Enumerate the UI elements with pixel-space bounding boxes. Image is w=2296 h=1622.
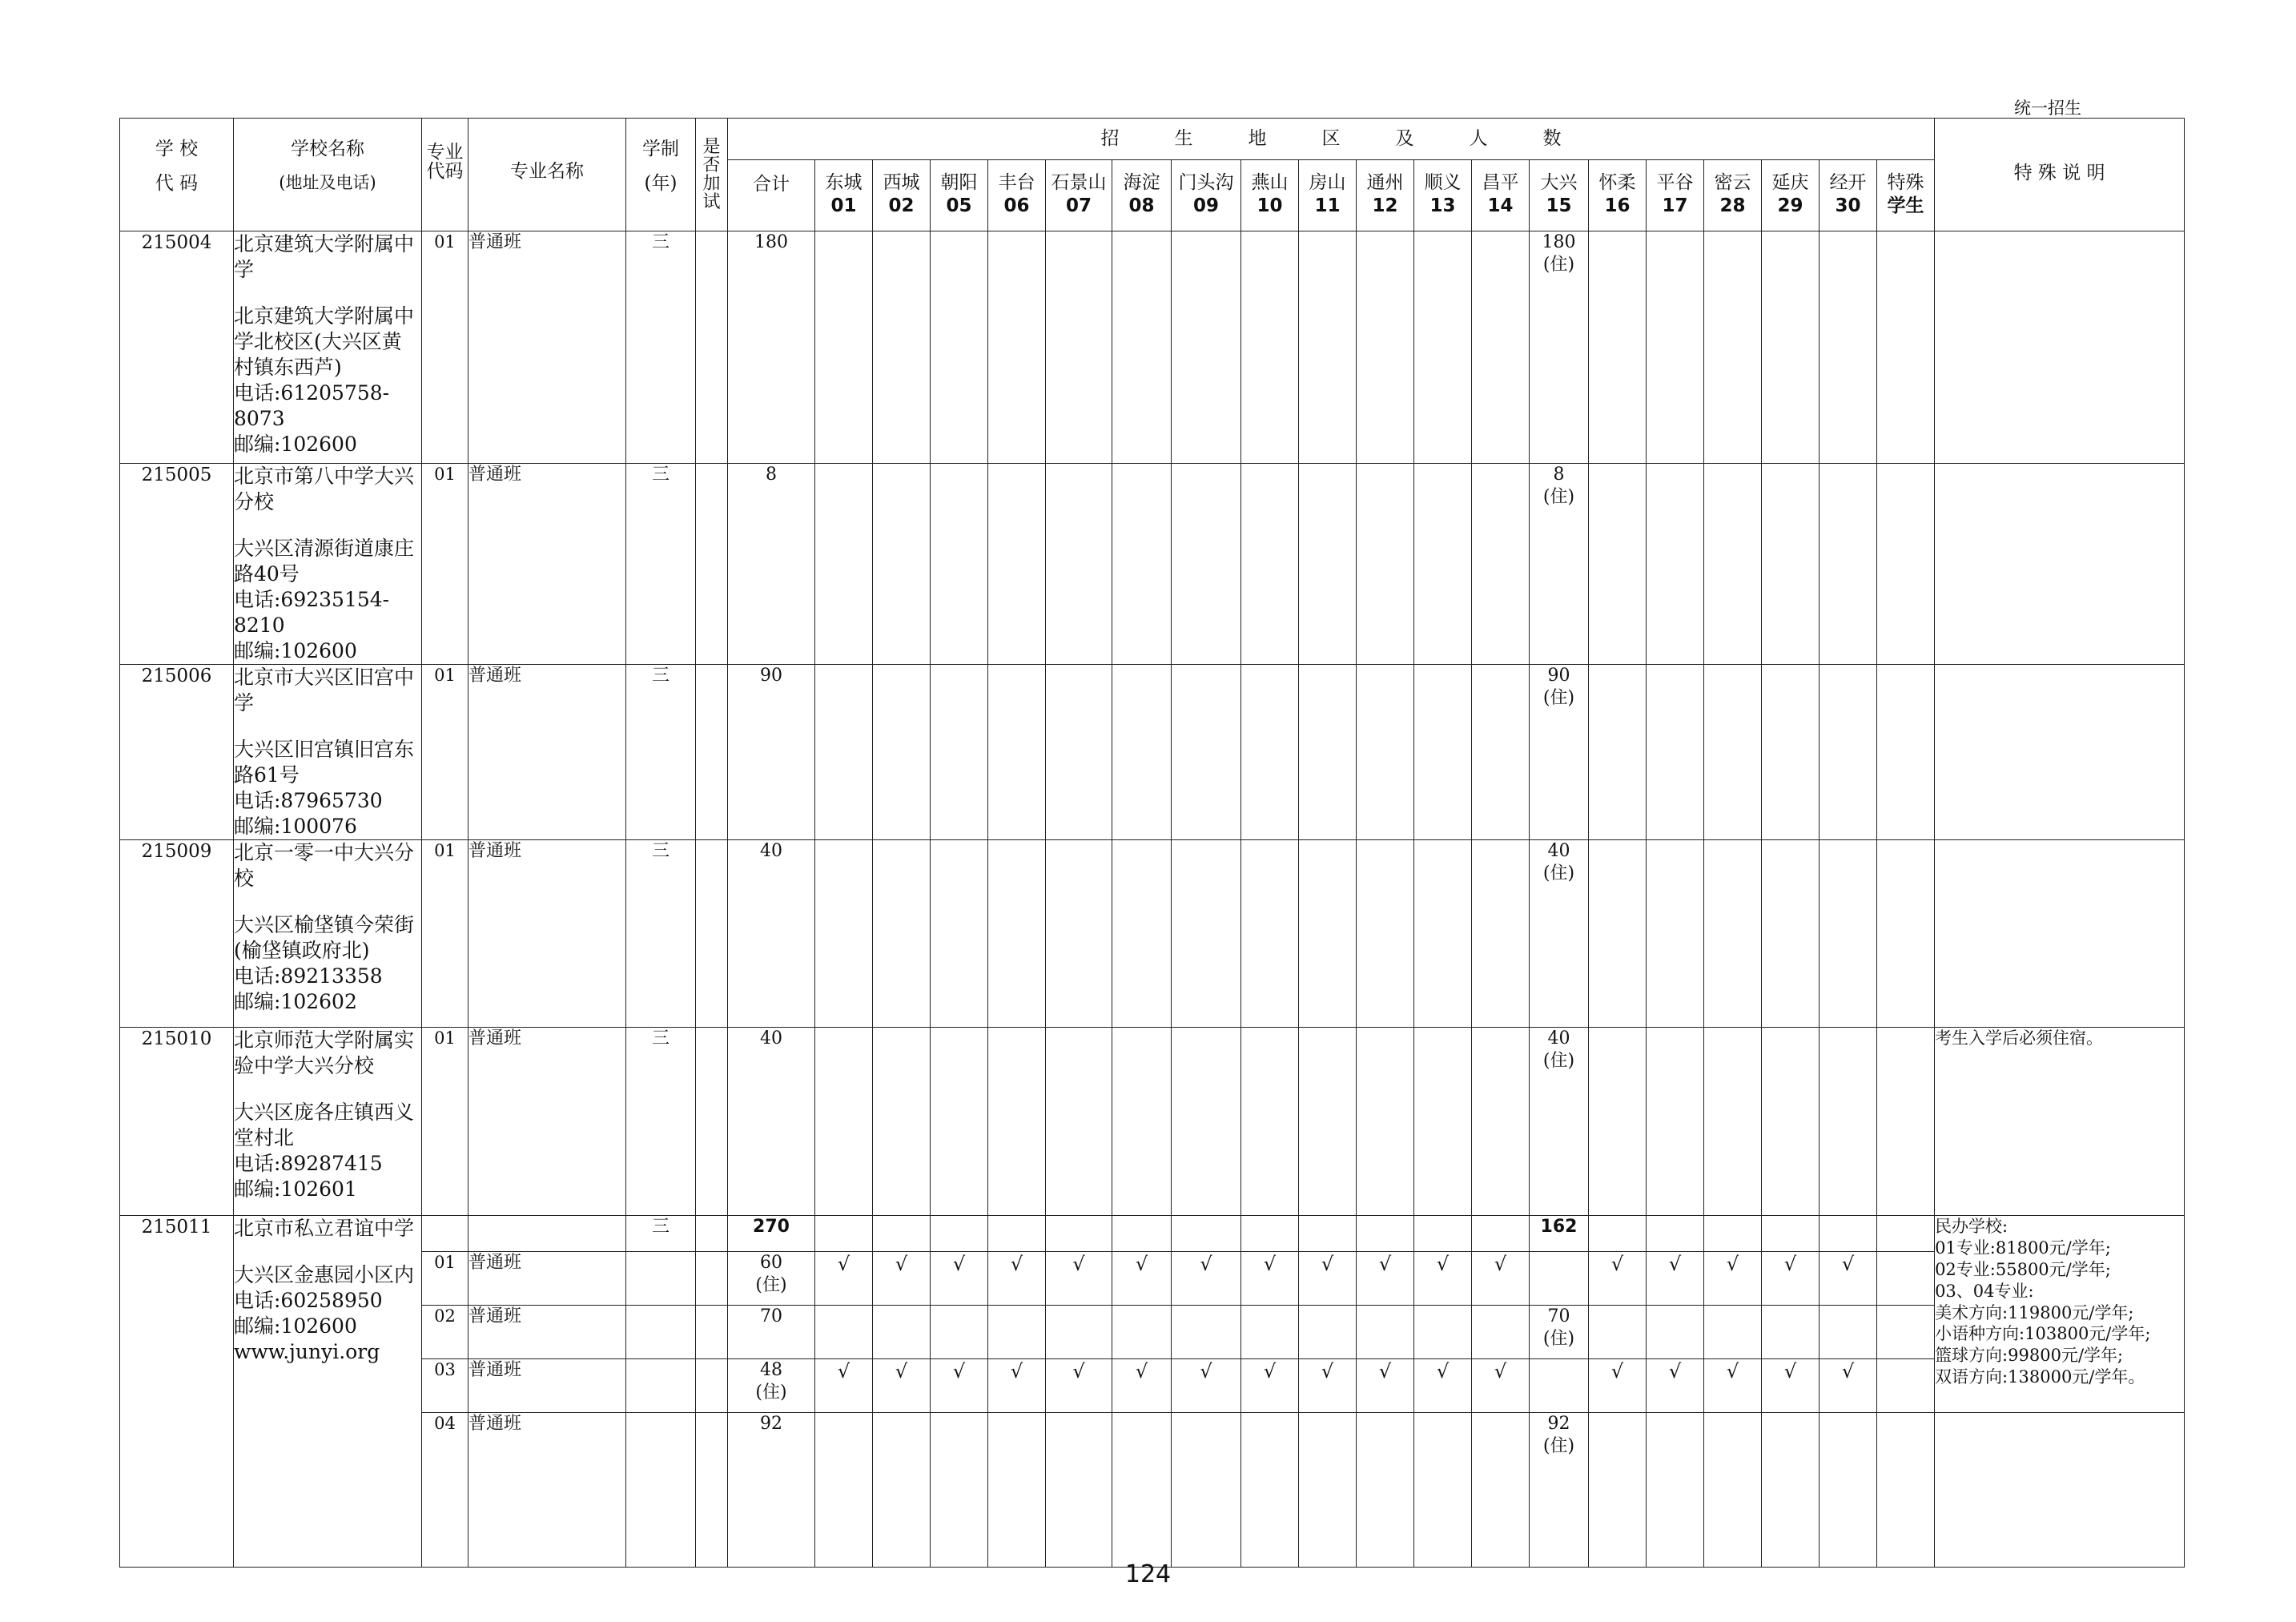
daxing-cell: 92 (住) — [1530, 1413, 1589, 1568]
major-name: 普通班 — [468, 840, 626, 1028]
major-name: 普通班 — [468, 1359, 626, 1413]
check-mark: √ — [931, 1252, 988, 1306]
duration: 三 — [626, 840, 696, 1028]
header-yanqing: 延庆 29 — [1762, 160, 1820, 231]
check-mark: √ — [1357, 1252, 1414, 1306]
total-cell: 48 (住) — [728, 1359, 815, 1413]
check-mark: √ — [815, 1252, 873, 1306]
check-mark: √ — [1112, 1252, 1172, 1306]
check-mark: √ — [988, 1252, 1046, 1306]
major-code: 01 — [422, 1252, 468, 1306]
check-mark: √ — [1647, 1252, 1704, 1306]
check-mark: √ — [988, 1359, 1046, 1413]
table-row — [120, 1252, 2185, 1306]
school-info: 北京师范大学附属实验中学大兴分校 大兴区庞各庄镇西义堂村北 电话:89287415 邮编:102601 — [234, 1028, 422, 1216]
check-mark: √ — [1704, 1359, 1762, 1413]
header-row-1 — [120, 119, 2185, 160]
school-info: 北京一零一中大兴分校 大兴区榆垡镇今荣街(榆垡镇政府北) 电话:89213358 邮编:102602 — [234, 840, 422, 1028]
major-name: 普通班 — [468, 464, 626, 665]
school-info: 北京建筑大学附属中学 北京建筑大学附属中学北校区(大兴区黄村镇东西芦) 电话:61205758-8073 邮编:102600 — [234, 231, 422, 464]
school-code: 215004 — [120, 231, 234, 464]
school-info: 北京市私立君谊中学 大兴区金惠园小区内 电话:60258950 邮编:102600 www.junyi.org — [234, 1216, 422, 1568]
header-major-name: 专业名称 — [468, 119, 626, 231]
check-mark: √ — [1647, 1359, 1704, 1413]
check-mark: √ — [1472, 1359, 1530, 1413]
header-pinggu: 平谷 17 — [1647, 160, 1704, 231]
daxing-cell: 8 (住) — [1530, 464, 1589, 665]
total-cell: 180 — [728, 231, 815, 464]
special-note — [1935, 231, 2185, 464]
check-mark: √ — [1172, 1359, 1241, 1413]
check-mark: √ — [1414, 1359, 1472, 1413]
header-special-students: 特殊 学生 — [1877, 160, 1935, 231]
check-mark: √ — [1762, 1359, 1820, 1413]
table-row — [120, 1216, 2185, 1252]
check-mark: √ — [1299, 1252, 1357, 1306]
daxing-cell: 40 (住) — [1530, 840, 1589, 1028]
check-mark: √ — [1172, 1252, 1241, 1306]
check-mark: √ — [1589, 1359, 1647, 1413]
duration: 三 — [626, 1216, 696, 1252]
table-row — [120, 1413, 2185, 1568]
major-name: 普通班 — [468, 1252, 626, 1306]
check-mark: √ — [1820, 1359, 1877, 1413]
header-fengtai: 丰台 06 — [988, 160, 1046, 231]
header-tongzhou: 通州 12 — [1357, 160, 1414, 231]
header-mentougou: 门头沟 09 — [1172, 160, 1241, 231]
header-special-notes: 特 殊 说 明 — [1935, 119, 2185, 231]
header-changping: 昌平 14 — [1472, 160, 1530, 231]
header-region-title: 招 生 地 区 及 人 数 — [728, 119, 1935, 160]
table-row — [120, 231, 2185, 464]
check-mark: √ — [1299, 1359, 1357, 1413]
header-major-code: 专业代码 — [422, 119, 468, 231]
duration: 三 — [626, 665, 696, 840]
check-mark: √ — [1241, 1252, 1299, 1306]
major-name: 普通班 — [468, 1413, 626, 1568]
total-cell: 70 — [728, 1306, 815, 1359]
daxing-cell: 40 (住) — [1530, 1028, 1589, 1216]
major-code: 01 — [422, 231, 468, 464]
header-school-name: 学校名称 (地址及电话) — [234, 119, 422, 231]
table-row — [120, 464, 2185, 665]
page-tag: 统一招生 — [2014, 99, 2081, 118]
check-mark: √ — [1589, 1252, 1647, 1306]
daxing-cell: 180 (住) — [1530, 231, 1589, 464]
check-mark: √ — [873, 1252, 931, 1306]
major-code: 01 — [422, 1028, 468, 1216]
table-row — [120, 1359, 2185, 1413]
header-miyun: 密云 28 — [1704, 160, 1762, 231]
enrollment-table — [119, 118, 2185, 1568]
header-daxing: 大兴 15 — [1530, 160, 1589, 231]
header-school-code: 学 校 代 码 — [120, 119, 234, 231]
major-code: 01 — [422, 840, 468, 1028]
header-jingkai: 经开 30 — [1820, 160, 1877, 231]
special-note: 民办学校: 01专业:81800元/学年; 02专业:55800元/学年; 03、04专业: 美术方向:119800元/学年; 小语种方向:103800元/学年; 篮球方向:99800元/学年; 双语方向:138000元/学年。 — [1935, 1216, 2185, 1413]
table-row — [120, 665, 2185, 840]
header-xicheng: 西城 02 — [873, 160, 931, 231]
special-note — [1935, 464, 2185, 665]
check-mark: √ — [1112, 1359, 1172, 1413]
table-row — [120, 1306, 2185, 1359]
major-code: 03 — [422, 1359, 468, 1413]
total-cell: 92 — [728, 1413, 815, 1568]
total-cell: 90 — [728, 665, 815, 840]
table-row — [120, 1028, 2185, 1216]
total-cell: 270 — [728, 1216, 815, 1252]
header-extra-test: 是否加试 — [696, 119, 728, 231]
school-code: 215010 — [120, 1028, 234, 1216]
check-mark: √ — [1414, 1252, 1472, 1306]
major-name: 普通班 — [468, 1306, 626, 1359]
header-total: 合计 — [728, 160, 815, 231]
header-fangshan: 房山 11 — [1299, 160, 1357, 231]
check-mark: √ — [1357, 1359, 1414, 1413]
extra-test-cell — [696, 231, 728, 464]
major-name: 普通班 — [468, 1028, 626, 1216]
header-duration: 学制 (年) — [626, 119, 696, 231]
special-note — [1935, 665, 2185, 840]
header-dongcheng: 东城 01 — [815, 160, 873, 231]
check-mark: √ — [1820, 1252, 1877, 1306]
school-code: 215006 — [120, 665, 234, 840]
check-mark: √ — [1472, 1252, 1530, 1306]
school-code: 215005 — [120, 464, 234, 665]
check-mark: √ — [873, 1359, 931, 1413]
check-mark: √ — [1046, 1252, 1112, 1306]
daxing-cell: 70 (住) — [1530, 1306, 1589, 1359]
check-mark: √ — [1704, 1252, 1762, 1306]
special-note: 考生入学后必须住宿。 — [1935, 1028, 2185, 1216]
header-huairou: 怀柔 16 — [1589, 160, 1647, 231]
school-info: 北京市第八中学大兴分校 大兴区清源街道康庄路40号 电话:69235154-8210 邮编:102600 — [234, 464, 422, 665]
major-name: 普通班 — [468, 231, 626, 464]
major-code: 02 — [422, 1306, 468, 1359]
school-code: 215009 — [120, 840, 234, 1028]
check-mark: √ — [1046, 1359, 1112, 1413]
check-mark: √ — [1762, 1252, 1820, 1306]
check-mark: √ — [1241, 1359, 1299, 1413]
total-cell: 60 (住) — [728, 1252, 815, 1306]
daxing-cell: 90 (住) — [1530, 665, 1589, 840]
special-note — [1935, 840, 2185, 1028]
major-code: 01 — [422, 464, 468, 665]
page-number: 124 — [1124, 1560, 1172, 1588]
header-shunyi: 顺义 13 — [1414, 160, 1472, 231]
duration: 三 — [626, 464, 696, 665]
school-code: 215011 — [120, 1216, 234, 1568]
total-cell: 40 — [728, 840, 815, 1028]
major-code: 04 — [422, 1413, 468, 1568]
header-yanshan: 燕山 10 — [1241, 160, 1299, 231]
duration: 三 — [626, 231, 696, 464]
header-haidian: 海淀 08 — [1112, 160, 1172, 231]
check-mark: √ — [931, 1359, 988, 1413]
duration: 三 — [626, 1028, 696, 1216]
header-shijingshan: 石景山 07 — [1046, 160, 1112, 231]
major-name: 普通班 — [468, 665, 626, 840]
major-code: 01 — [422, 665, 468, 840]
daxing-cell: 162 — [1530, 1216, 1589, 1252]
total-cell: 40 — [728, 1028, 815, 1216]
total-cell: 8 — [728, 464, 815, 665]
table-row — [120, 840, 2185, 1028]
check-mark: √ — [815, 1359, 873, 1413]
school-info: 北京市大兴区旧宫中学 大兴区旧宫镇旧宫东路61号 电话:87965730 邮编:100076 — [234, 665, 422, 840]
header-chaoyang: 朝阳 05 — [931, 160, 988, 231]
